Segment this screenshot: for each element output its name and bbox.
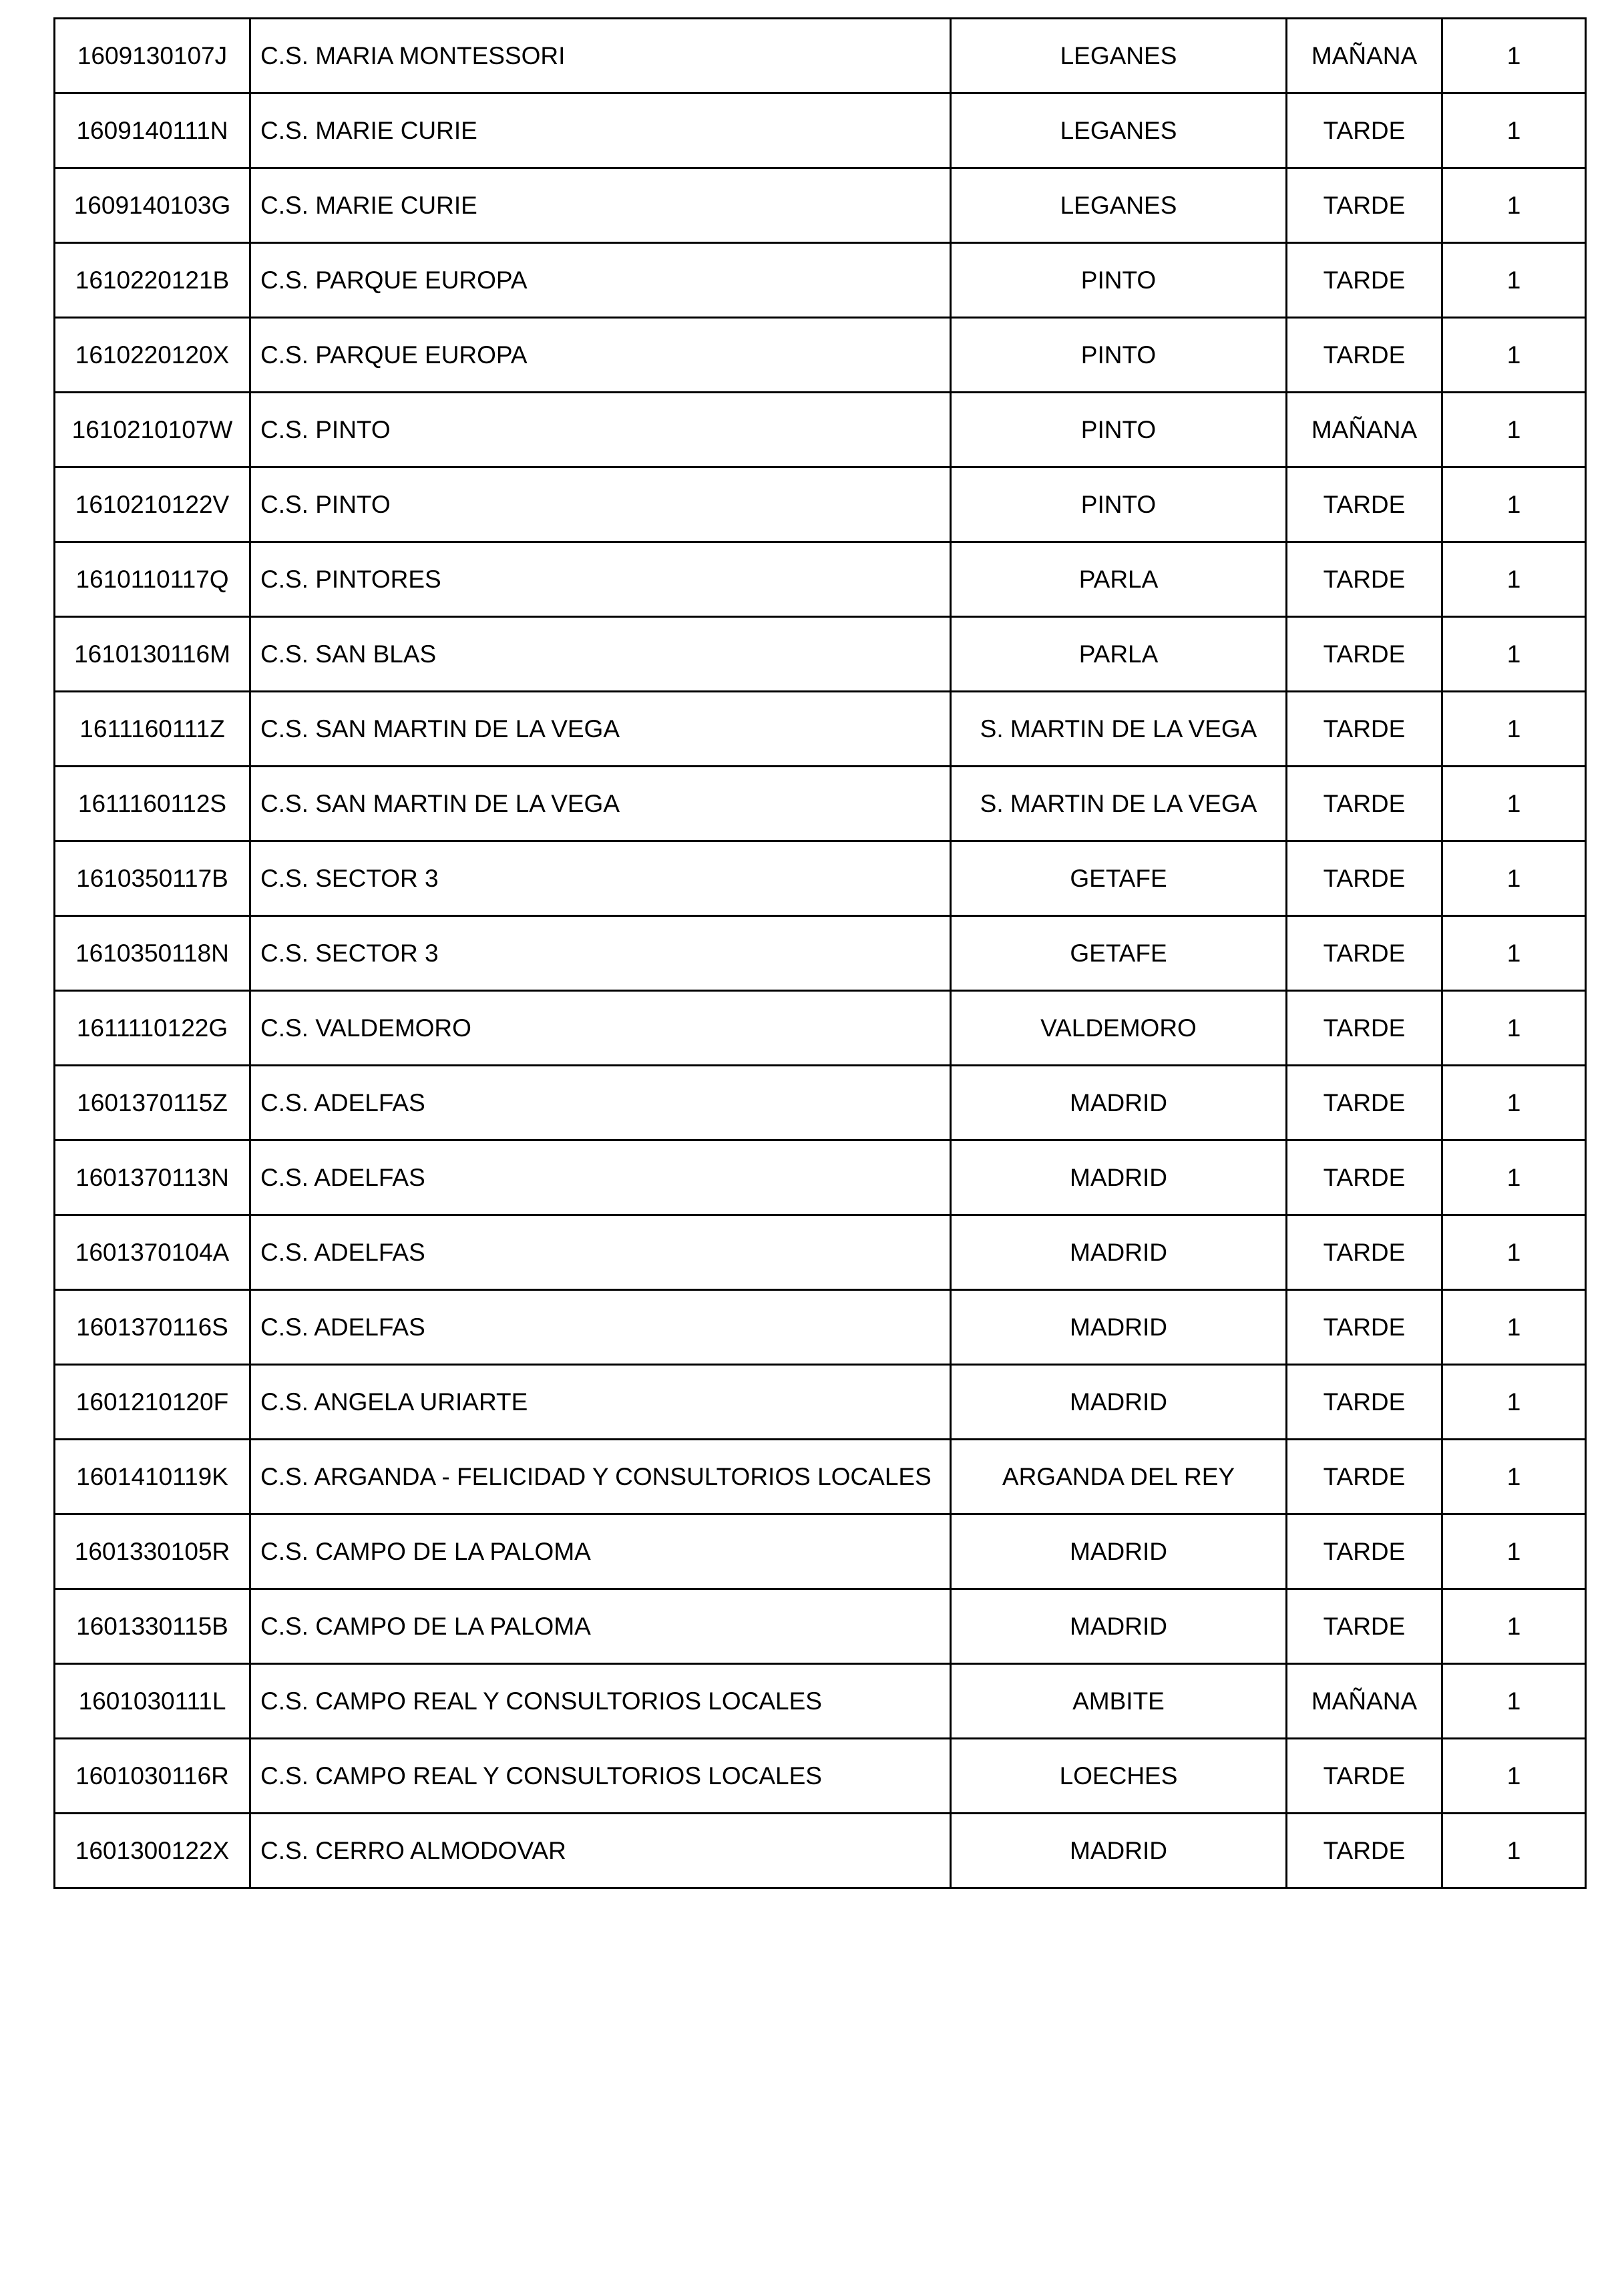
shift-cell: TARDE (1287, 1814, 1442, 1888)
shift-cell: MAÑANA (1287, 1664, 1442, 1739)
shift-cell: TARDE (1287, 1215, 1442, 1290)
town-cell: PARLA (951, 542, 1287, 617)
center-cell: C.S. MARIA MONTESSORI (250, 19, 951, 93)
code-cell: 1601370116S (55, 1290, 250, 1365)
code-cell: 1601210120F (55, 1365, 250, 1440)
center-cell: C.S. PINTO (250, 467, 951, 542)
places-cell: 1 (1442, 617, 1586, 692)
center-cell: C.S. PINTO (250, 393, 951, 467)
code-cell: 1601330115B (55, 1589, 250, 1664)
center-cell: C.S. SAN BLAS (250, 617, 951, 692)
table-row (55, 318, 1586, 393)
places-cell: 1 (1442, 916, 1586, 991)
table-row (55, 767, 1586, 841)
table-row (55, 168, 1586, 243)
shift-cell: TARDE (1287, 617, 1442, 692)
town-cell: LEGANES (951, 19, 1287, 93)
places-cell: 1 (1442, 243, 1586, 318)
town-cell: S. MARTIN DE LA VEGA (951, 692, 1287, 767)
center-cell: C.S. CAMPO REAL Y CONSULTORIOS LOCALES (250, 1739, 951, 1814)
code-cell: 1601330105R (55, 1514, 250, 1589)
shift-cell: TARDE (1287, 916, 1442, 991)
places-cell: 1 (1442, 1440, 1586, 1514)
town-cell: LEGANES (951, 93, 1287, 168)
places-cell: 1 (1442, 542, 1586, 617)
places-cell: 1 (1442, 841, 1586, 916)
shift-cell: TARDE (1287, 841, 1442, 916)
shift-cell: TARDE (1287, 93, 1442, 168)
town-cell: MADRID (951, 1814, 1287, 1888)
center-cell: C.S. PARQUE EUROPA (250, 318, 951, 393)
places-cell: 1 (1442, 1215, 1586, 1290)
town-cell: MADRID (951, 1514, 1287, 1589)
center-cell: C.S. CERRO ALMODOVAR (250, 1814, 951, 1888)
table-row (55, 243, 1586, 318)
code-cell: 1611160112S (55, 767, 250, 841)
table-row (55, 1365, 1586, 1440)
town-cell: ARGANDA DEL REY (951, 1440, 1287, 1514)
table-row (55, 1514, 1586, 1589)
table-row (55, 1589, 1586, 1664)
places-cell: 1 (1442, 1066, 1586, 1140)
center-cell: C.S. MARIE CURIE (250, 93, 951, 168)
center-cell: C.S. VALDEMORO (250, 991, 951, 1066)
shift-cell: TARDE (1287, 318, 1442, 393)
town-cell: PINTO (951, 393, 1287, 467)
table-row (55, 991, 1586, 1066)
center-cell: C.S. CAMPO REAL Y CONSULTORIOS LOCALES (250, 1664, 951, 1739)
places-cell: 1 (1442, 767, 1586, 841)
shift-cell: TARDE (1287, 767, 1442, 841)
town-cell: LEGANES (951, 168, 1287, 243)
table-row (55, 1814, 1586, 1888)
shift-cell: TARDE (1287, 692, 1442, 767)
code-cell: 1601030111L (55, 1664, 250, 1739)
code-cell: 1610350117B (55, 841, 250, 916)
places-cell: 1 (1442, 467, 1586, 542)
places-cell: 1 (1442, 1814, 1586, 1888)
places-cell: 1 (1442, 168, 1586, 243)
code-cell: 1610210107W (55, 393, 250, 467)
town-cell: GETAFE (951, 841, 1287, 916)
places-cell: 1 (1442, 991, 1586, 1066)
town-cell: AMBITE (951, 1664, 1287, 1739)
center-cell: C.S. PINTORES (250, 542, 951, 617)
places-cell: 1 (1442, 1589, 1586, 1664)
shift-cell: MAÑANA (1287, 19, 1442, 93)
center-cell: C.S. SECTOR 3 (250, 916, 951, 991)
places-cell: 1 (1442, 93, 1586, 168)
places-cell: 1 (1442, 1739, 1586, 1814)
code-cell: 1609130107J (55, 19, 250, 93)
center-cell: C.S. SECTOR 3 (250, 841, 951, 916)
code-cell: 1611160111Z (55, 692, 250, 767)
shift-cell: TARDE (1287, 1066, 1442, 1140)
code-cell: 1610220120X (55, 318, 250, 393)
town-cell: PINTO (951, 243, 1287, 318)
code-cell: 1610130116M (55, 617, 250, 692)
table-row (55, 19, 1586, 93)
positions-table (53, 17, 1587, 1889)
town-cell: PINTO (951, 318, 1287, 393)
table-row (55, 1440, 1586, 1514)
places-cell: 1 (1442, 1365, 1586, 1440)
table-row (55, 1739, 1586, 1814)
town-cell: MADRID (951, 1589, 1287, 1664)
code-cell: 1601370104A (55, 1215, 250, 1290)
shift-cell: TARDE (1287, 243, 1442, 318)
center-cell: C.S. ARGANDA - FELICIDAD Y CONSULTORIOS LOCALES (250, 1440, 951, 1514)
places-cell: 1 (1442, 1664, 1586, 1739)
shift-cell: TARDE (1287, 168, 1442, 243)
code-cell: 1609140111N (55, 93, 250, 168)
table-row (55, 916, 1586, 991)
table-row (55, 692, 1586, 767)
code-cell: 1601030116R (55, 1739, 250, 1814)
center-cell: C.S. ADELFAS (250, 1290, 951, 1365)
table-row (55, 841, 1586, 916)
code-cell: 1601300122X (55, 1814, 250, 1888)
code-cell: 1609140103G (55, 168, 250, 243)
town-cell: LOECHES (951, 1739, 1287, 1814)
shift-cell: TARDE (1287, 1440, 1442, 1514)
town-cell: MADRID (951, 1290, 1287, 1365)
places-cell: 1 (1442, 1514, 1586, 1589)
shift-cell: TARDE (1287, 1739, 1442, 1814)
table-row (55, 542, 1586, 617)
table-row (55, 93, 1586, 168)
code-cell: 1611110122G (55, 991, 250, 1066)
center-cell: C.S. ANGELA URIARTE (250, 1365, 951, 1440)
town-cell: GETAFE (951, 916, 1287, 991)
table-row (55, 393, 1586, 467)
shift-cell: TARDE (1287, 1365, 1442, 1440)
center-cell: C.S. ADELFAS (250, 1066, 951, 1140)
code-cell: 1601370113N (55, 1140, 250, 1215)
code-cell: 1601370115Z (55, 1066, 250, 1140)
shift-cell: TARDE (1287, 1290, 1442, 1365)
table-row (55, 1215, 1586, 1290)
code-cell: 1610210122V (55, 467, 250, 542)
table-body (55, 19, 1586, 1888)
town-cell: MADRID (951, 1140, 1287, 1215)
table-row (55, 1664, 1586, 1739)
shift-cell: TARDE (1287, 1514, 1442, 1589)
places-cell: 1 (1442, 19, 1586, 93)
places-cell: 1 (1442, 1290, 1586, 1365)
town-cell: PARLA (951, 617, 1287, 692)
shift-cell: TARDE (1287, 542, 1442, 617)
center-cell: C.S. SAN MARTIN DE LA VEGA (250, 767, 951, 841)
table-row (55, 1140, 1586, 1215)
town-cell: PINTO (951, 467, 1287, 542)
center-cell: C.S. SAN MARTIN DE LA VEGA (250, 692, 951, 767)
center-cell: C.S. ADELFAS (250, 1215, 951, 1290)
town-cell: MADRID (951, 1066, 1287, 1140)
code-cell: 1610220121B (55, 243, 250, 318)
town-cell: S. MARTIN DE LA VEGA (951, 767, 1287, 841)
code-cell: 1610110117Q (55, 542, 250, 617)
table-row (55, 1066, 1586, 1140)
center-cell: C.S. CAMPO DE LA PALOMA (250, 1589, 951, 1664)
shift-cell: MAÑANA (1287, 393, 1442, 467)
code-cell: 1610350118N (55, 916, 250, 991)
shift-cell: TARDE (1287, 1140, 1442, 1215)
table-row (55, 467, 1586, 542)
places-cell: 1 (1442, 692, 1586, 767)
table-row (55, 617, 1586, 692)
shift-cell: TARDE (1287, 467, 1442, 542)
places-cell: 1 (1442, 393, 1586, 467)
places-cell: 1 (1442, 318, 1586, 393)
town-cell: VALDEMORO (951, 991, 1287, 1066)
town-cell: MADRID (951, 1365, 1287, 1440)
town-cell: MADRID (951, 1215, 1287, 1290)
places-cell: 1 (1442, 1140, 1586, 1215)
code-cell: 1601410119K (55, 1440, 250, 1514)
center-cell: C.S. MARIE CURIE (250, 168, 951, 243)
shift-cell: TARDE (1287, 1589, 1442, 1664)
shift-cell: TARDE (1287, 991, 1442, 1066)
center-cell: C.S. ADELFAS (250, 1140, 951, 1215)
center-cell: C.S. PARQUE EUROPA (250, 243, 951, 318)
center-cell: C.S. CAMPO DE LA PALOMA (250, 1514, 951, 1589)
table-row (55, 1290, 1586, 1365)
